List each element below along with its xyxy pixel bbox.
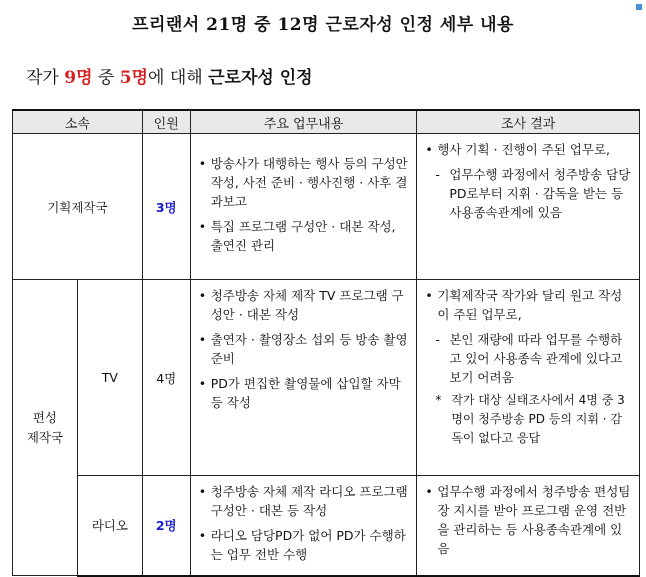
header-count: 인원 [142,110,190,134]
sub-tv: TV [77,280,142,476]
subtitle-prefix: 작가 [26,68,65,88]
subtitle-recognized-count: 5명 [119,68,149,88]
result-dash: - 업무수행 과정에서 청주방송 담당PD로부터 지휘 · 감독을 받는 등 사용종속관계에 있음 [423,165,633,222]
details-table [12,109,640,577]
list-item: • 청주방송 자체 제작 라디오 프로그램 구성안 · 대본 등 작성 [197,482,411,520]
duties-radio [190,476,417,576]
list-item: • 청주방송 자체 제작 TV 프로그램 구성안 · 대본 작성 [197,286,411,324]
list-item: • 특집 프로그램 구성안 · 대본 작성, 출연진 관리 [197,217,411,255]
result-bullet: • 기획제작국 작가와 달리 원고 작성이 주된 업무로, [423,286,633,324]
result-dash: - 본인 재량에 따라 업무를 수행하고 있어 사용종속 관계에 있다고 보기 어려움 [423,330,633,387]
header-duties: 주요 업무내용 [190,110,417,134]
subtitle-emphasis: 근로자성 인정 [208,68,313,88]
dept-planning: 기획제작국 [13,134,143,280]
sub-radio: 라디오 [77,476,142,576]
list-item: • 출연자 · 촬영장소 섭외 등 방송 촬영 준비 [197,330,411,368]
page-title: 프리랜서 21명 중 12명 근로자성 인정 세부 내용 [132,15,514,35]
list-item: • 라디오 담당PD가 없어 PD가 수행하는 업무 전반 수행 [197,526,411,564]
header-affiliation: 소속 [13,110,143,134]
dept-editing: 편성 제작국 [13,280,78,576]
subtitle-suffix: 에 대해 [148,68,209,88]
result-bullet: • 업무수행 과정에서 청주방송 편성팀장 지시를 받아 프로그램 운영 전반을 관리하는 등 사용종속관계에 있음 [423,482,633,558]
count-planning: 3명 [142,134,190,280]
result-radio [417,476,640,576]
header-row [13,110,640,134]
count-radio: 2명 [142,476,190,576]
list-item: • PD가 편집한 촬영물에 삽입할 자막 등 작성 [197,374,411,412]
count-tv: 4명 [142,280,190,476]
result-note: * 작가 대상 실태조사에서 4명 중 3명이 청주방송 PD 등의 지휘 · 감독이 없다고 응답 [423,391,633,448]
result-bullet: • 행사 기획 · 진행이 주된 업무로, [423,140,633,159]
table-row [13,280,640,476]
duties-planning [190,134,417,280]
duties-tv [190,280,417,476]
result-planning [417,134,640,280]
subtitle [26,63,313,88]
table-row [13,134,640,280]
table-row [13,476,640,576]
list-item: • 방송사가 대행하는 행사 등의 구성안 작성, 사전 준비 · 행사진행 · 사후 결과보고 [197,154,411,211]
subtitle-total-count: 9명 [64,68,93,88]
header-results: 조사 결과 [417,110,640,134]
subtitle-middle: 중 [92,68,120,88]
result-tv [417,280,640,476]
